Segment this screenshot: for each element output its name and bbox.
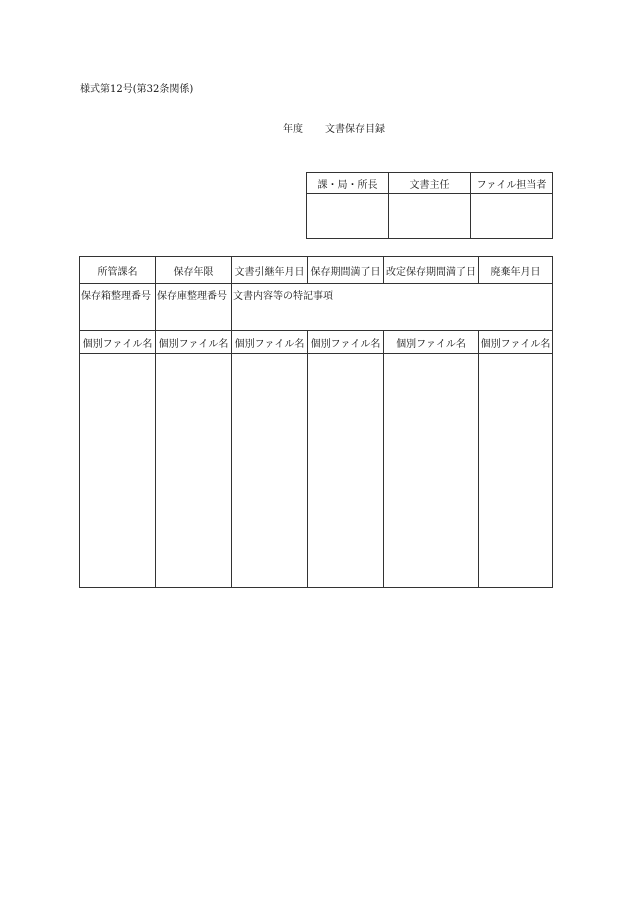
form-number: 様式第12号(第32条関係) [80, 84, 194, 95]
header-revised-expiry-date: 改定保存期間満了日 [384, 257, 479, 284]
catalog-storage-row [80, 284, 553, 331]
file-name-header: 個別ファイル名 [308, 331, 384, 354]
file-name-entry-cell[interactable] [308, 354, 384, 588]
document-catalog-table [79, 256, 553, 588]
file-name-header: 個別ファイル名 [156, 331, 232, 354]
approval-stamp-cell-file-manager[interactable] [471, 194, 553, 239]
file-name-entry-cell[interactable] [80, 354, 156, 588]
special-notes: 文書内容等の特記事項 [232, 284, 553, 331]
approval-stamp-table [306, 172, 553, 239]
header-disposal-date: 廃棄年月日 [479, 257, 553, 284]
file-name-entry-row [80, 354, 553, 588]
file-name-header: 個別ファイル名 [80, 331, 156, 354]
file-name-header-row [80, 331, 553, 354]
approval-stamp-cell-document-chief[interactable] [389, 194, 471, 239]
approval-stamp-cell-director[interactable] [307, 194, 389, 239]
file-name-entry-cell[interactable] [384, 354, 479, 588]
storage-box-number: 保存箱整理番号 [80, 284, 156, 331]
file-name-entry-cell[interactable] [156, 354, 232, 588]
header-transfer-date: 文書引継年月日 [232, 257, 308, 284]
title-text: 文書保存目録 [325, 124, 385, 135]
file-name-entry-cell[interactable] [479, 354, 553, 588]
catalog-header-row [80, 257, 553, 284]
header-retention-expiry-date: 保存期間満了日 [308, 257, 384, 284]
header-department-name: 所管課名 [80, 257, 156, 284]
file-name-entry-cell[interactable] [232, 354, 308, 588]
file-name-header: 個別ファイル名 [232, 331, 308, 354]
approval-header-document-chief: 文書主任 [389, 173, 471, 194]
storage-room-number: 保存庫整理番号 [156, 284, 232, 331]
header-retention-period: 保存年限 [156, 257, 232, 284]
approval-header-director: 課・局・所長 [307, 173, 389, 194]
document-title [283, 120, 385, 135]
fiscal-year-label: 年度 [283, 124, 303, 135]
file-name-header: 個別ファイル名 [479, 331, 553, 354]
approval-header-file-manager: ファイル担当者 [471, 173, 553, 194]
file-name-header: 個別ファイル名 [384, 331, 479, 354]
